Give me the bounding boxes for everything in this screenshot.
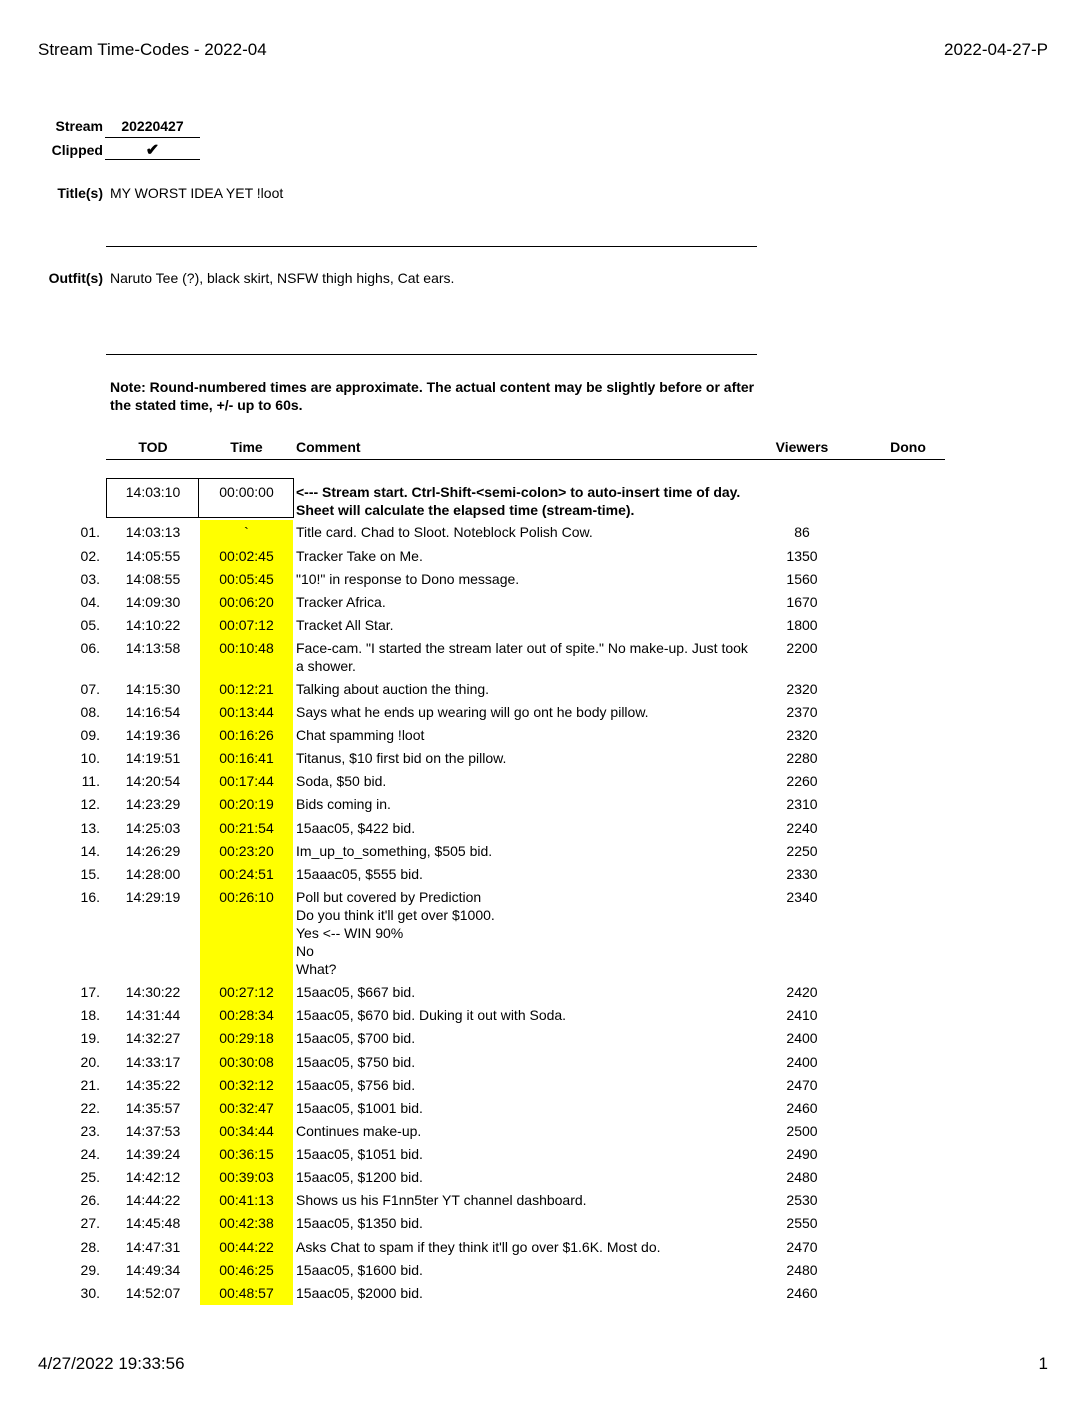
row-comment: 15aaac05, $555 bid.: [296, 866, 423, 882]
row-time: 00:16:26: [219, 727, 274, 743]
row-viewers: 2500: [786, 1123, 818, 1139]
row-comment: Tracker Africa.: [296, 594, 386, 610]
row-viewers: 2320: [786, 681, 818, 697]
row-number: 22.: [80, 1100, 100, 1116]
row-viewers: 2470: [786, 1239, 818, 1255]
row-tod: 14:26:29: [125, 843, 181, 859]
row-comment: Tracker Take on Me.: [296, 548, 423, 564]
row-viewers: 2370: [786, 704, 818, 720]
row-viewers: 2410: [786, 1007, 818, 1023]
row-comment: 15aac05, $1350 bid.: [296, 1215, 423, 1231]
row-viewers: 2240: [786, 820, 818, 836]
row-viewers: 2480: [786, 1262, 818, 1278]
row-viewers: 2400: [786, 1054, 818, 1070]
row-tod: 14:10:22: [125, 617, 181, 633]
row-tod: 14:52:07: [125, 1285, 181, 1301]
row-time: 00:23:20: [219, 843, 274, 859]
row-tod: 14:19:36: [125, 727, 181, 743]
row-number: 14.: [80, 843, 100, 859]
row-number: 25.: [80, 1169, 100, 1185]
row-viewers: 2200: [786, 640, 818, 656]
row-tod: 14:09:30: [125, 594, 181, 610]
row-tod: 14:29:19: [125, 889, 181, 905]
time-column-highlight: [200, 520, 293, 1305]
row-time: 00:32:12: [219, 1077, 274, 1093]
row-number: 17.: [80, 984, 100, 1000]
row-time: 00:02:45: [219, 548, 274, 564]
row-number: 18.: [80, 1007, 100, 1023]
clipped-checkmark-icon: ✔: [105, 140, 200, 160]
row-tod: 14:03:13: [125, 524, 181, 540]
document-title: Stream Time-Codes - 2022-04: [38, 40, 267, 59]
row-number: 26.: [80, 1192, 100, 1208]
row-tod: 14:05:55: [125, 548, 181, 564]
row-time: 00:39:03: [219, 1169, 274, 1185]
outfits-value: Naruto Tee (?), black skirt, NSFW thigh highs, Cat ears.: [110, 270, 455, 286]
row-comment: Title card. Chad to Sloot. Noteblock Polish Cow.: [296, 524, 593, 540]
row-tod: 14:30:22: [125, 984, 181, 1000]
row-number: 24.: [80, 1146, 100, 1162]
row-number: 04.: [80, 594, 100, 610]
row-comment: Poll but covered by Prediction Do you think it'll get over $1000. Yes <-- WIN 90% No What?: [296, 889, 495, 977]
row-tod: 14:33:17: [125, 1054, 181, 1070]
column-header-viewers: Viewers: [775, 439, 829, 455]
row-number: 20.: [80, 1054, 100, 1070]
row-comment: Shows us his F1nn5ter YT channel dashboard.: [296, 1192, 587, 1208]
row-tod: 14:16:54: [125, 704, 181, 720]
row-viewers: 2320: [786, 727, 818, 743]
row-comment: Chat spamming !loot: [296, 727, 425, 743]
row-viewers: 2400: [786, 1030, 818, 1046]
row-comment: 15aac05, $1600 bid.: [296, 1262, 423, 1278]
row-number: 27.: [80, 1215, 100, 1231]
row-time: 00:29:18: [219, 1030, 274, 1046]
row-number: 15.: [80, 866, 100, 882]
row-time: 00:20:19: [219, 796, 274, 812]
row-tod: 14:13:58: [125, 640, 181, 656]
row-time: 00:06:20: [219, 594, 274, 610]
row-comment: Talking about auction the thing.: [296, 681, 490, 697]
row-viewers: 1560: [786, 571, 818, 587]
row-tod: 14:31:44: [125, 1007, 181, 1023]
clipped-label: Clipped: [51, 142, 103, 158]
row-number: 02.: [80, 548, 100, 564]
row-comment: Im_up_to_something, $505 bid.: [296, 843, 493, 859]
row-comment: Titanus, $10 first bid on the pillow.: [296, 750, 507, 766]
titles-label: Title(s): [57, 185, 103, 201]
row-comment: 15aac05, $667 bid.: [296, 984, 416, 1000]
titles-value: MY WORST IDEA YET !loot: [110, 185, 284, 201]
row-comment: Bids coming in.: [296, 796, 391, 812]
row-number: 07.: [80, 681, 100, 697]
row-viewers: 2460: [786, 1285, 818, 1301]
row-tod: 14:35:22: [125, 1077, 181, 1093]
stream-label: Stream: [55, 118, 103, 134]
row-time: 00:34:44: [219, 1123, 274, 1139]
row-number: 29.: [80, 1262, 100, 1278]
row-time: 00:27:12: [219, 984, 274, 1000]
column-header-divider: [106, 459, 945, 460]
row-tod: 14:19:51: [125, 750, 181, 766]
row-viewers: 2340: [786, 889, 818, 905]
row-number: 23.: [80, 1123, 100, 1139]
row-time: 00:46:25: [219, 1262, 274, 1278]
outfits-label: Outfit(s): [48, 270, 103, 286]
column-header-comment: Comment: [296, 439, 361, 455]
row-comment: Says what he ends up wearing will go ont he body pillow.: [296, 704, 649, 720]
row-tod: 14:45:48: [125, 1215, 181, 1231]
start-tod: 14:03:10: [125, 484, 181, 500]
row-comment: 15aac05, $422 bid.: [296, 820, 416, 836]
row-number: 01.: [80, 524, 100, 540]
row-viewers: 2260: [786, 773, 818, 789]
row-tod: 14:42:12: [125, 1169, 181, 1185]
row-number: 21.: [80, 1077, 100, 1093]
row-number: 05.: [80, 617, 100, 633]
row-tod: 14:44:22: [125, 1192, 181, 1208]
row-time: 00:26:10: [219, 889, 274, 905]
row-time: 00:13:44: [219, 704, 274, 720]
row-time: 00:10:48: [219, 640, 274, 656]
row-number: 16.: [80, 889, 100, 905]
row-comment: Soda, $50 bid.: [296, 773, 387, 789]
start-time: 00:00:00: [219, 484, 274, 500]
row-time: 00:28:34: [219, 1007, 274, 1023]
row-viewers: 86: [794, 524, 810, 540]
outfits-divider: [106, 354, 757, 355]
start-comment: <--- Stream start. Ctrl-Shift-<semi-colon> to auto-insert time of day. Sheet will calculate the elapsed time (stream-time).: [296, 484, 741, 518]
row-tod: 14:47:31: [125, 1239, 181, 1255]
row-viewers: 2420: [786, 984, 818, 1000]
row-time: 00:12:21: [219, 681, 274, 697]
row-viewers: 1670: [786, 594, 818, 610]
row-viewers: 2460: [786, 1100, 818, 1116]
row-comment: Face-cam. "I started the stream later out of spite." No make-up. Just took a shower.: [296, 640, 748, 674]
row-tod: 14:08:55: [125, 571, 181, 587]
stream-value: 20220427: [105, 118, 200, 138]
row-tod: 14:20:54: [125, 773, 181, 789]
print-timestamp: 4/27/2022 19:33:56: [38, 1354, 185, 1373]
row-comment: "10!" in response to Dono message.: [296, 571, 520, 587]
row-viewers: 1800: [786, 617, 818, 633]
row-number: 11.: [81, 773, 100, 789]
row-comment: 15aac05, $1051 bid.: [296, 1146, 423, 1162]
row-tod: 14:35:57: [125, 1100, 181, 1116]
row-viewers: 2480: [786, 1169, 818, 1185]
row-comment: 15aac05, $756 bid.: [296, 1077, 416, 1093]
row-comment: Tracket All Star.: [296, 617, 394, 633]
row-tod: 14:15:30: [125, 681, 181, 697]
row-number: 10.: [80, 750, 100, 766]
row-number: 08.: [80, 704, 100, 720]
row-time: 00:44:22: [219, 1239, 274, 1255]
row-comment: 15aac05, $1200 bid.: [296, 1169, 423, 1185]
row-number: 13.: [80, 820, 100, 836]
row-time: 00:16:41: [219, 750, 274, 766]
row-number: 09.: [80, 727, 100, 743]
row-time: 00:05:45: [219, 571, 274, 587]
row-viewers: 2470: [786, 1077, 818, 1093]
page-number: 1: [1038, 1354, 1048, 1373]
column-header-dono: Dono: [890, 439, 926, 455]
row-time: 00:48:57: [219, 1285, 274, 1301]
row-number: 03.: [80, 571, 100, 587]
row-time: 00:07:12: [219, 617, 274, 633]
row-comment: Continues make-up.: [296, 1123, 422, 1139]
row-tod: 14:23:29: [125, 796, 181, 812]
column-header-time: Time: [230, 439, 263, 455]
row-tod: 14:28:00: [125, 866, 181, 882]
row-number: 06.: [80, 640, 100, 656]
row-comment: 15aac05, $750 bid.: [296, 1054, 416, 1070]
row-viewers: 2550: [786, 1215, 818, 1231]
row-comment: 15aac05, $2000 bid.: [296, 1285, 423, 1301]
row-number: 19.: [80, 1030, 100, 1046]
row-number: 28.: [80, 1239, 100, 1255]
row-time: 00:36:15: [219, 1146, 274, 1162]
row-time: 00:30:08: [219, 1054, 274, 1070]
row-number: 12.: [80, 796, 100, 812]
row-comment: Asks Chat to spam if they think it'll go over $1.6K. Most do.: [296, 1239, 661, 1255]
row-time: 00:42:38: [219, 1215, 274, 1231]
row-viewers: 2250: [786, 843, 818, 859]
row-time: 00:21:54: [219, 820, 274, 836]
row-tod: 14:39:24: [125, 1146, 181, 1162]
row-tod: 14:32:27: [125, 1030, 181, 1046]
row-time: `: [244, 524, 249, 540]
page-id: 2022-04-27-P: [944, 40, 1048, 59]
row-tod: 14:49:34: [125, 1262, 181, 1278]
row-comment: 15aac05, $670 bid. Duking it out with Soda.: [296, 1007, 567, 1023]
row-viewers: 2490: [786, 1146, 818, 1162]
row-time: 00:32:47: [219, 1100, 274, 1116]
row-viewers: 2310: [786, 796, 818, 812]
row-viewers: 1350: [786, 548, 818, 564]
note-text: Note: Round-numbered times are approximate. The actual content may be slightly before or after the stated time, +/- up to 60s.: [110, 379, 755, 413]
row-time: 00:17:44: [219, 773, 274, 789]
titles-divider: [106, 246, 757, 247]
row-tod: 14:25:03: [125, 820, 181, 836]
row-time: 00:41:13: [219, 1192, 274, 1208]
row-comment: 15aac05, $1001 bid.: [296, 1100, 423, 1116]
row-number: 30.: [80, 1285, 100, 1301]
row-comment: 15aac05, $700 bid.: [296, 1030, 416, 1046]
row-time: 00:24:51: [219, 866, 274, 882]
row-viewers: 2280: [786, 750, 818, 766]
row-viewers: 2530: [786, 1192, 818, 1208]
row-tod: 14:37:53: [125, 1123, 181, 1139]
row-viewers: 2330: [786, 866, 818, 882]
column-header-tod: TOD: [138, 439, 168, 455]
